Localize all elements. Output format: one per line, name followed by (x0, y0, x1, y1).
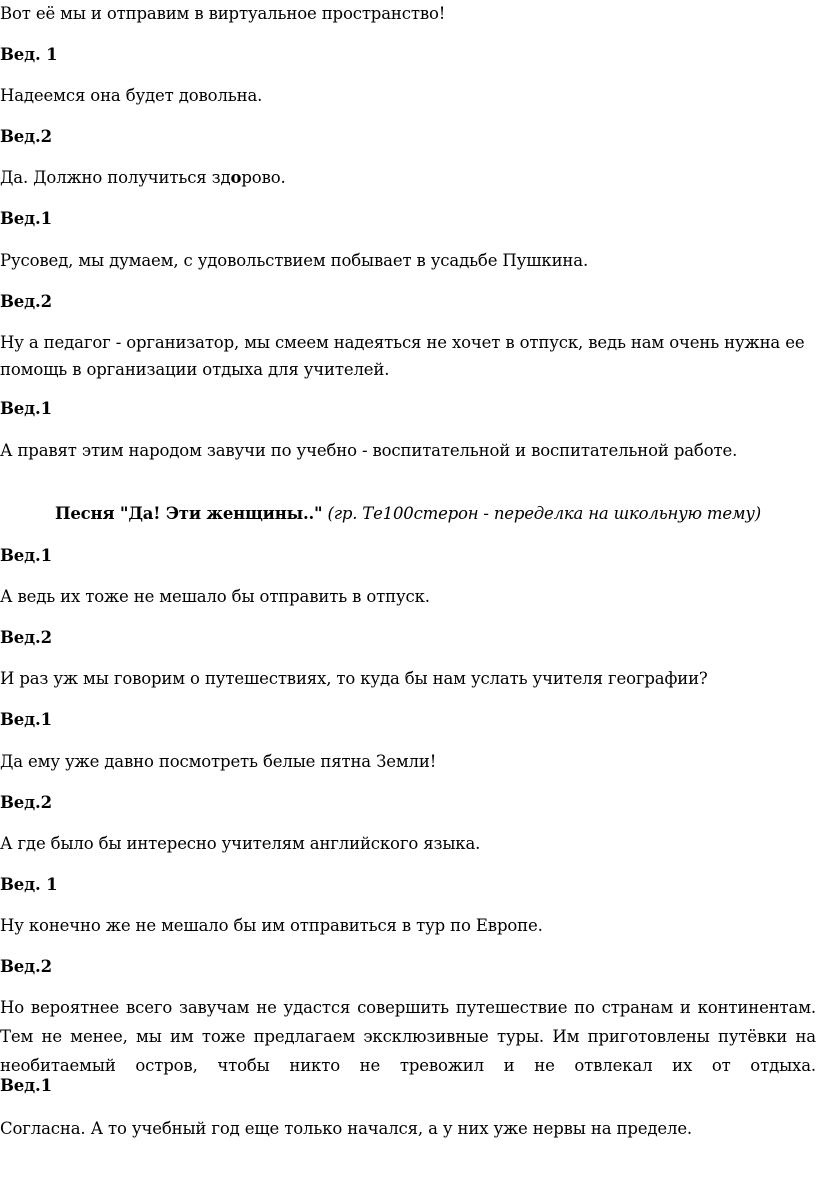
speaker-label: Вед.1 (0, 710, 52, 729)
song-note: (гр. Те100стерон - переделка на школьную тему) (327, 504, 762, 523)
paragraph-line: Но вероятнее всего завучам не удастся совершить путешествие по странам и континентам. (0, 998, 816, 1017)
speaker-label: Вед.2 (0, 292, 52, 311)
text-line: Ну конечно же не мешало бы им отправиться в тур по Европе. (0, 916, 543, 935)
text-line: помощь в организации отдыха для учителей. (0, 360, 390, 379)
justified-paragraph (0, 993, 816, 1080)
song-title-line (0, 501, 816, 527)
paragraph-line: Тем не менее, мы им тоже предлагаем эксклюзивные туры. Им приготовлены путёвки на (0, 1027, 816, 1046)
speaker-label: Вед.1 (0, 546, 52, 565)
song-title: Песня "Да! Эти женщины.." (54, 504, 323, 523)
stress-mark: о (230, 168, 242, 187)
text-line: И раз уж мы говорим о путешествиях, то куда бы нам услать учителя географии? (0, 669, 708, 688)
speaker-label: Вед.1 (0, 399, 52, 418)
speaker-label: Вед. 1 (0, 45, 58, 64)
text-line: Надеемся она будет довольна. (0, 86, 263, 105)
speaker-label: Вед.2 (0, 957, 52, 976)
text-line: А правят этим народом завучи по учебно - воспитательной и воспитательной работе. (0, 441, 738, 460)
speaker-label: Вед. 1 (0, 875, 58, 894)
text-line: Русовед, мы думаем, с удовольствием побывает в усадьбе Пушкина. (0, 251, 589, 270)
text-line: Вот её мы и отправим в виртуальное пространство! (0, 4, 446, 23)
text-segment: Да. Должно получиться зд (0, 168, 231, 187)
text-line: Согласна. А то учебный год еще только начался, а у них уже нервы на пределе. (0, 1119, 693, 1138)
text-line: Ну а педагог - организатор, мы смеем надеяться не хочет в отпуск, ведь нам очень нужна ее (0, 333, 805, 352)
speaker-label: Вед.2 (0, 127, 52, 146)
speaker-label: Вед.1 (0, 1076, 52, 1095)
speaker-label: Вед.2 (0, 793, 52, 812)
text-line: А где было бы интересно учителям английского языка. (0, 834, 481, 853)
speaker-label: Вед.1 (0, 209, 52, 228)
speaker-label: Вед.2 (0, 628, 52, 647)
text-line: А ведь их тоже не мешало бы отправить в отпуск. (0, 587, 430, 606)
text-segment: рово. (241, 168, 286, 187)
paragraph-line: необитаемый остров, чтобы никто не тревожил и не отвлекал их от отдыха. (0, 1056, 816, 1075)
text-line (0, 165, 816, 191)
text-line: Да ему уже давно посмотреть белые пятна Земли! (0, 752, 437, 771)
